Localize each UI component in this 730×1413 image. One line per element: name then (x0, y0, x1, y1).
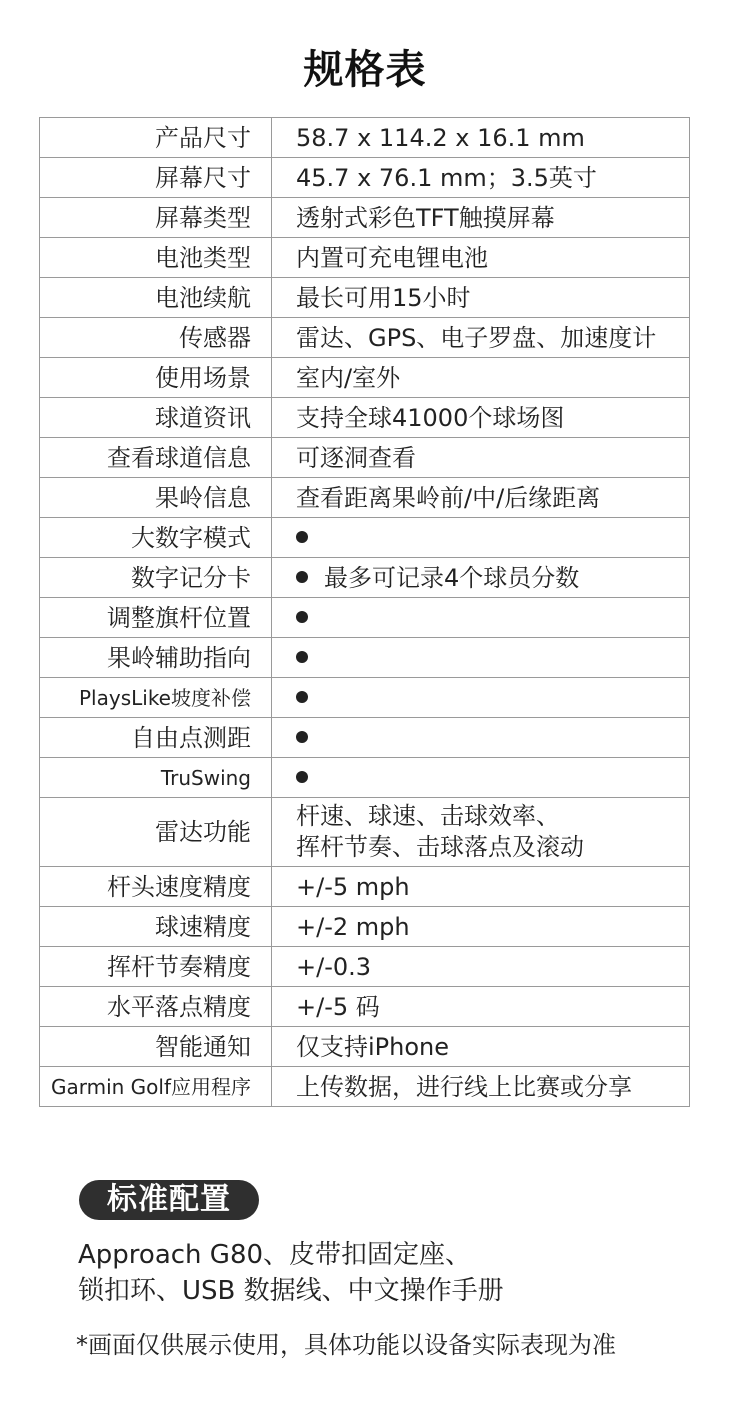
spec-value: 支持全球41000个球场图 (272, 398, 690, 438)
spec-value: 查看距离果岭前/中/后缘距离 (272, 478, 690, 518)
spec-row (40, 118, 690, 158)
spec-key: TruSwing (40, 758, 272, 798)
spec-value: 内置可充电锂电池 (272, 238, 690, 278)
spec-key: 使用场景 (40, 358, 272, 398)
spec-value-cell (272, 598, 690, 638)
spec-row (40, 638, 690, 678)
spec-key: 智能通知 (40, 1027, 272, 1067)
spec-row (40, 478, 690, 518)
spec-table (39, 117, 690, 1107)
spec-value-cell (272, 718, 690, 758)
spec-value: +/-5 码 (272, 987, 690, 1027)
spec-value-cell (272, 638, 690, 678)
spec-key: 大数字模式 (40, 518, 272, 558)
spec-row (40, 758, 690, 798)
spec-key: Garmin Golf应用程序 (40, 1067, 272, 1107)
spec-row (40, 358, 690, 398)
page-title: 规格表 (303, 47, 427, 93)
spec-row (40, 947, 690, 987)
spec-key: 杆头速度精度 (40, 867, 272, 907)
spec-row (40, 598, 690, 638)
spec-row (40, 198, 690, 238)
spec-key: 调整旗杆位置 (40, 598, 272, 638)
spec-key: 数字记分卡 (40, 558, 272, 598)
spec-row (40, 158, 690, 198)
spec-value-cell (272, 798, 690, 867)
spec-key: 自由点测距 (40, 718, 272, 758)
spec-row (40, 798, 690, 867)
supported-dot-icon (296, 731, 308, 743)
spec-value: 室内/室外 (272, 358, 690, 398)
spec-value: 最长可用15小时 (272, 278, 690, 318)
spec-value: 雷达、GPS、电子罗盘、加速度计 (272, 318, 690, 358)
spec-row (40, 558, 690, 598)
spec-row (40, 907, 690, 947)
spec-value: 45.7 x 76.1 mm；3.5英寸 (272, 158, 690, 198)
supported-dot-icon (296, 531, 308, 543)
spec-key: 产品尺寸 (40, 118, 272, 158)
spec-key: 挥杆节奏精度 (40, 947, 272, 987)
spec-value-line: 杆速、球速、击球效率、 (296, 802, 560, 830)
spec-value: 最多可记录4个球员分数 (324, 563, 580, 592)
spec-key: 雷达功能 (40, 798, 272, 867)
spec-key: 果岭信息 (40, 478, 272, 518)
spec-key: 电池类型 (40, 238, 272, 278)
spec-value: 仅支持iPhone (272, 1027, 690, 1067)
spec-key: 屏幕类型 (40, 198, 272, 238)
spec-value: +/-5 mph (272, 867, 690, 907)
standard-config-line: Approach G80、皮带扣固定座、 (78, 1240, 472, 1270)
spec-key: 传感器 (40, 318, 272, 358)
spec-row (40, 718, 690, 758)
spec-value: +/-2 mph (272, 907, 690, 947)
spec-key: 查看球道信息 (40, 438, 272, 478)
spec-value: 上传数据，进行线上比赛或分享 (272, 1067, 690, 1107)
spec-key: PlaysLike坡度补偿 (40, 678, 272, 718)
supported-dot-icon (296, 651, 308, 663)
supported-dot-icon (296, 771, 308, 783)
spec-row (40, 1027, 690, 1067)
spec-key: 电池续航 (40, 278, 272, 318)
spec-value: 透射式彩色TFT触摸屏幕 (272, 198, 690, 238)
spec-key: 球道资讯 (40, 398, 272, 438)
spec-row (40, 678, 690, 718)
spec-row (40, 438, 690, 478)
spec-key: 水平落点精度 (40, 987, 272, 1027)
disclaimer-footnote: *画面仅供展示使用，具体功能以设备实际表现为准 (76, 1331, 616, 1359)
spec-row (40, 867, 690, 907)
spec-value: 可逐洞查看 (272, 438, 690, 478)
standard-config-badge: 标准配置 (79, 1180, 259, 1220)
spec-value-cell (272, 518, 690, 558)
spec-key: 球速精度 (40, 907, 272, 947)
standard-config-line: 锁扣环、USB 数据线、中文操作手册 (78, 1276, 504, 1306)
spec-value: 58.7 x 114.2 x 16.1 mm (272, 118, 690, 158)
spec-row (40, 1067, 690, 1107)
spec-row (40, 318, 690, 358)
supported-dot-icon (296, 571, 308, 583)
spec-row (40, 278, 690, 318)
spec-key: 屏幕尺寸 (40, 158, 272, 198)
spec-row (40, 518, 690, 558)
spec-value-line: 挥杆节奏、击球落点及滚动 (296, 833, 584, 861)
supported-dot-icon (296, 611, 308, 623)
supported-dot-icon (296, 691, 308, 703)
spec-value-cell (272, 558, 690, 598)
spec-row (40, 398, 690, 438)
spec-value-cell (272, 678, 690, 718)
spec-row (40, 987, 690, 1027)
spec-row (40, 238, 690, 278)
spec-value-cell (272, 758, 690, 798)
spec-key: 果岭辅助指向 (40, 638, 272, 678)
spec-value: +/-0.3 (272, 947, 690, 987)
